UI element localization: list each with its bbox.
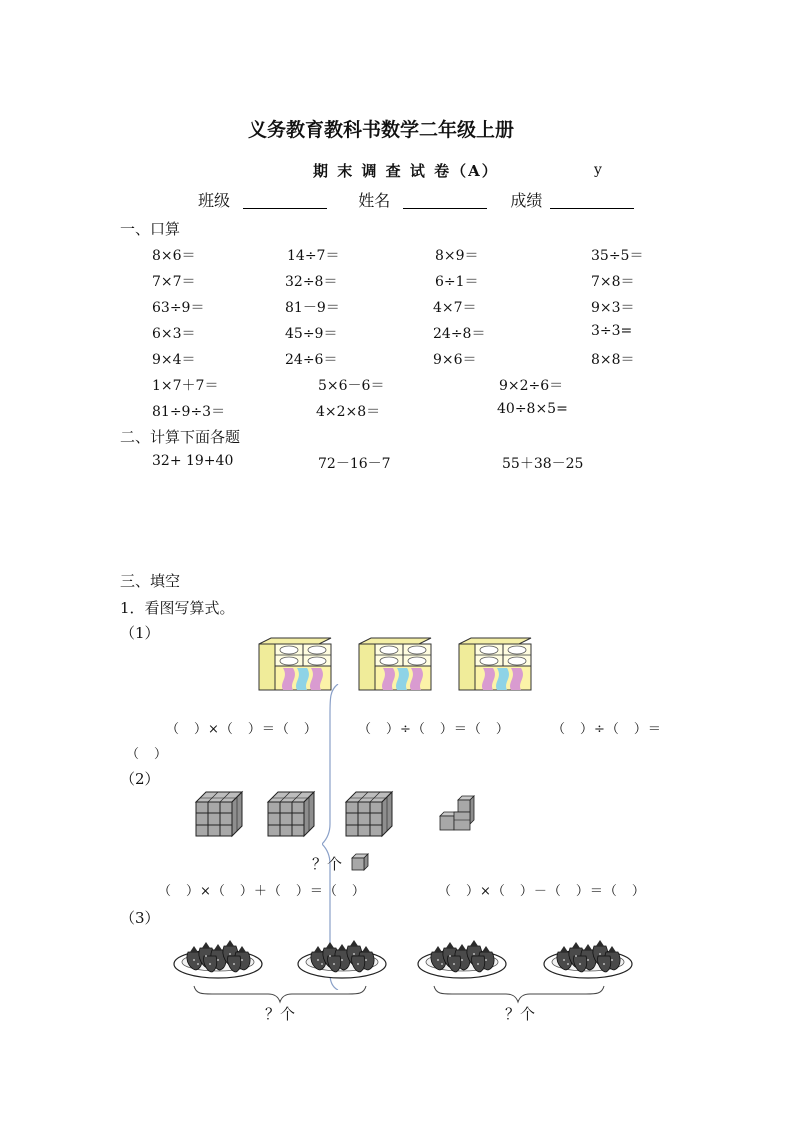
small-cube-stack [440,796,474,830]
page-title: 义务教育教科书数学二年级上册 [248,119,515,141]
exercise: 7×7＝ [152,274,196,290]
equation-blank[interactable]: （ ）×（ ）＝（ ） [166,722,318,737]
strawberry-plate [418,940,506,978]
strawberry-plate [544,940,632,978]
exercise: 9×3＝ [591,300,635,316]
stray-mark: y [594,162,602,178]
exercise: 63÷9＝ [152,300,205,316]
exercise: 45÷9＝ [285,326,338,342]
equation-blank[interactable]: （ ）×（ ）＋（ ）＝（ ） [158,884,366,899]
part-1-label: （1） [120,624,160,642]
score-blank[interactable] [550,192,634,209]
cube-group [268,792,314,836]
exercise: 81－9＝ [285,300,340,316]
cake-box [359,638,431,690]
calc-problem: 72－16－7 [318,456,391,472]
score-label: 成绩 [510,191,543,210]
exercise: 81÷9÷3＝ [152,404,226,420]
question-1: 1．看图写算式。 [120,599,235,617]
exercise: 4×2×8＝ [316,404,381,420]
name-blank[interactable] [403,192,487,209]
cake-box [459,638,531,690]
exercise: 8×9＝ [435,248,479,264]
equation-blank[interactable]: （ ）×（ ）－（ ）＝（ ） [438,884,646,899]
exercise: 6×3＝ [152,326,196,342]
exam-subtitle: 期 末 调 查 试 卷（A） [313,162,499,180]
cubes-illustration [194,790,484,838]
horizontal-braces [192,984,632,1006]
exercise: 9×4＝ [152,352,196,368]
small-cube-icon [350,852,372,872]
cube-group [346,792,392,836]
cube-group [196,792,242,836]
equation-blank[interactable]: （ ）÷（ ）＝ [552,722,662,737]
strawberry-plates-illustration [170,928,640,984]
exercise: 6÷1＝ [435,274,479,290]
question-count-right: ？个 [505,1005,536,1023]
cake-box [259,638,331,690]
strawberry-plate [174,940,262,978]
exercise: 32÷8＝ [285,274,338,290]
exercise: 35÷5＝ [591,248,644,264]
calc-problem: 55＋38－25 [502,456,584,472]
exercise: 8×6＝ [152,248,196,264]
exercise: 24÷6＝ [285,352,338,368]
exercise: 5×6－6＝ [318,378,385,394]
exercise: 7×8＝ [591,274,635,290]
class-blank[interactable] [243,192,327,209]
exercise: 9×2÷6＝ [499,378,564,394]
section-heading-fill: 三、填空 [120,572,181,590]
exercise: 40÷8×5= [497,401,568,417]
exercise: 14÷7＝ [287,248,340,264]
equation-blank[interactable]: （ ） [126,747,169,762]
exercise: 24÷8＝ [433,326,486,342]
cake-boxes-illustration [257,636,537,694]
exercise: 3÷3= [591,323,633,339]
class-label: 班级 [198,191,231,210]
exercise: 1×7＋7＝ [152,378,219,394]
question-count-cubes: ？个 [312,855,343,873]
exercise: 9×6＝ [433,352,477,368]
question-count-left: ？个 [265,1005,296,1023]
part-2-label: （2） [120,770,160,788]
strawberry-plate [298,940,386,978]
section-heading-oral: 一、口算 [120,220,181,238]
calc-problem: 32+ 19+40 [152,453,234,469]
part-3-label: （3） [120,909,160,927]
student-info-line [198,188,634,211]
exercise: 8×8＝ [591,352,635,368]
name-label: 姓名 [358,191,391,210]
section-heading-calc: 二、计算下面各题 [120,428,241,446]
equation-blank[interactable]: （ ）÷（ ）＝（ ） [358,722,510,737]
exercise: 4×7＝ [433,300,477,316]
